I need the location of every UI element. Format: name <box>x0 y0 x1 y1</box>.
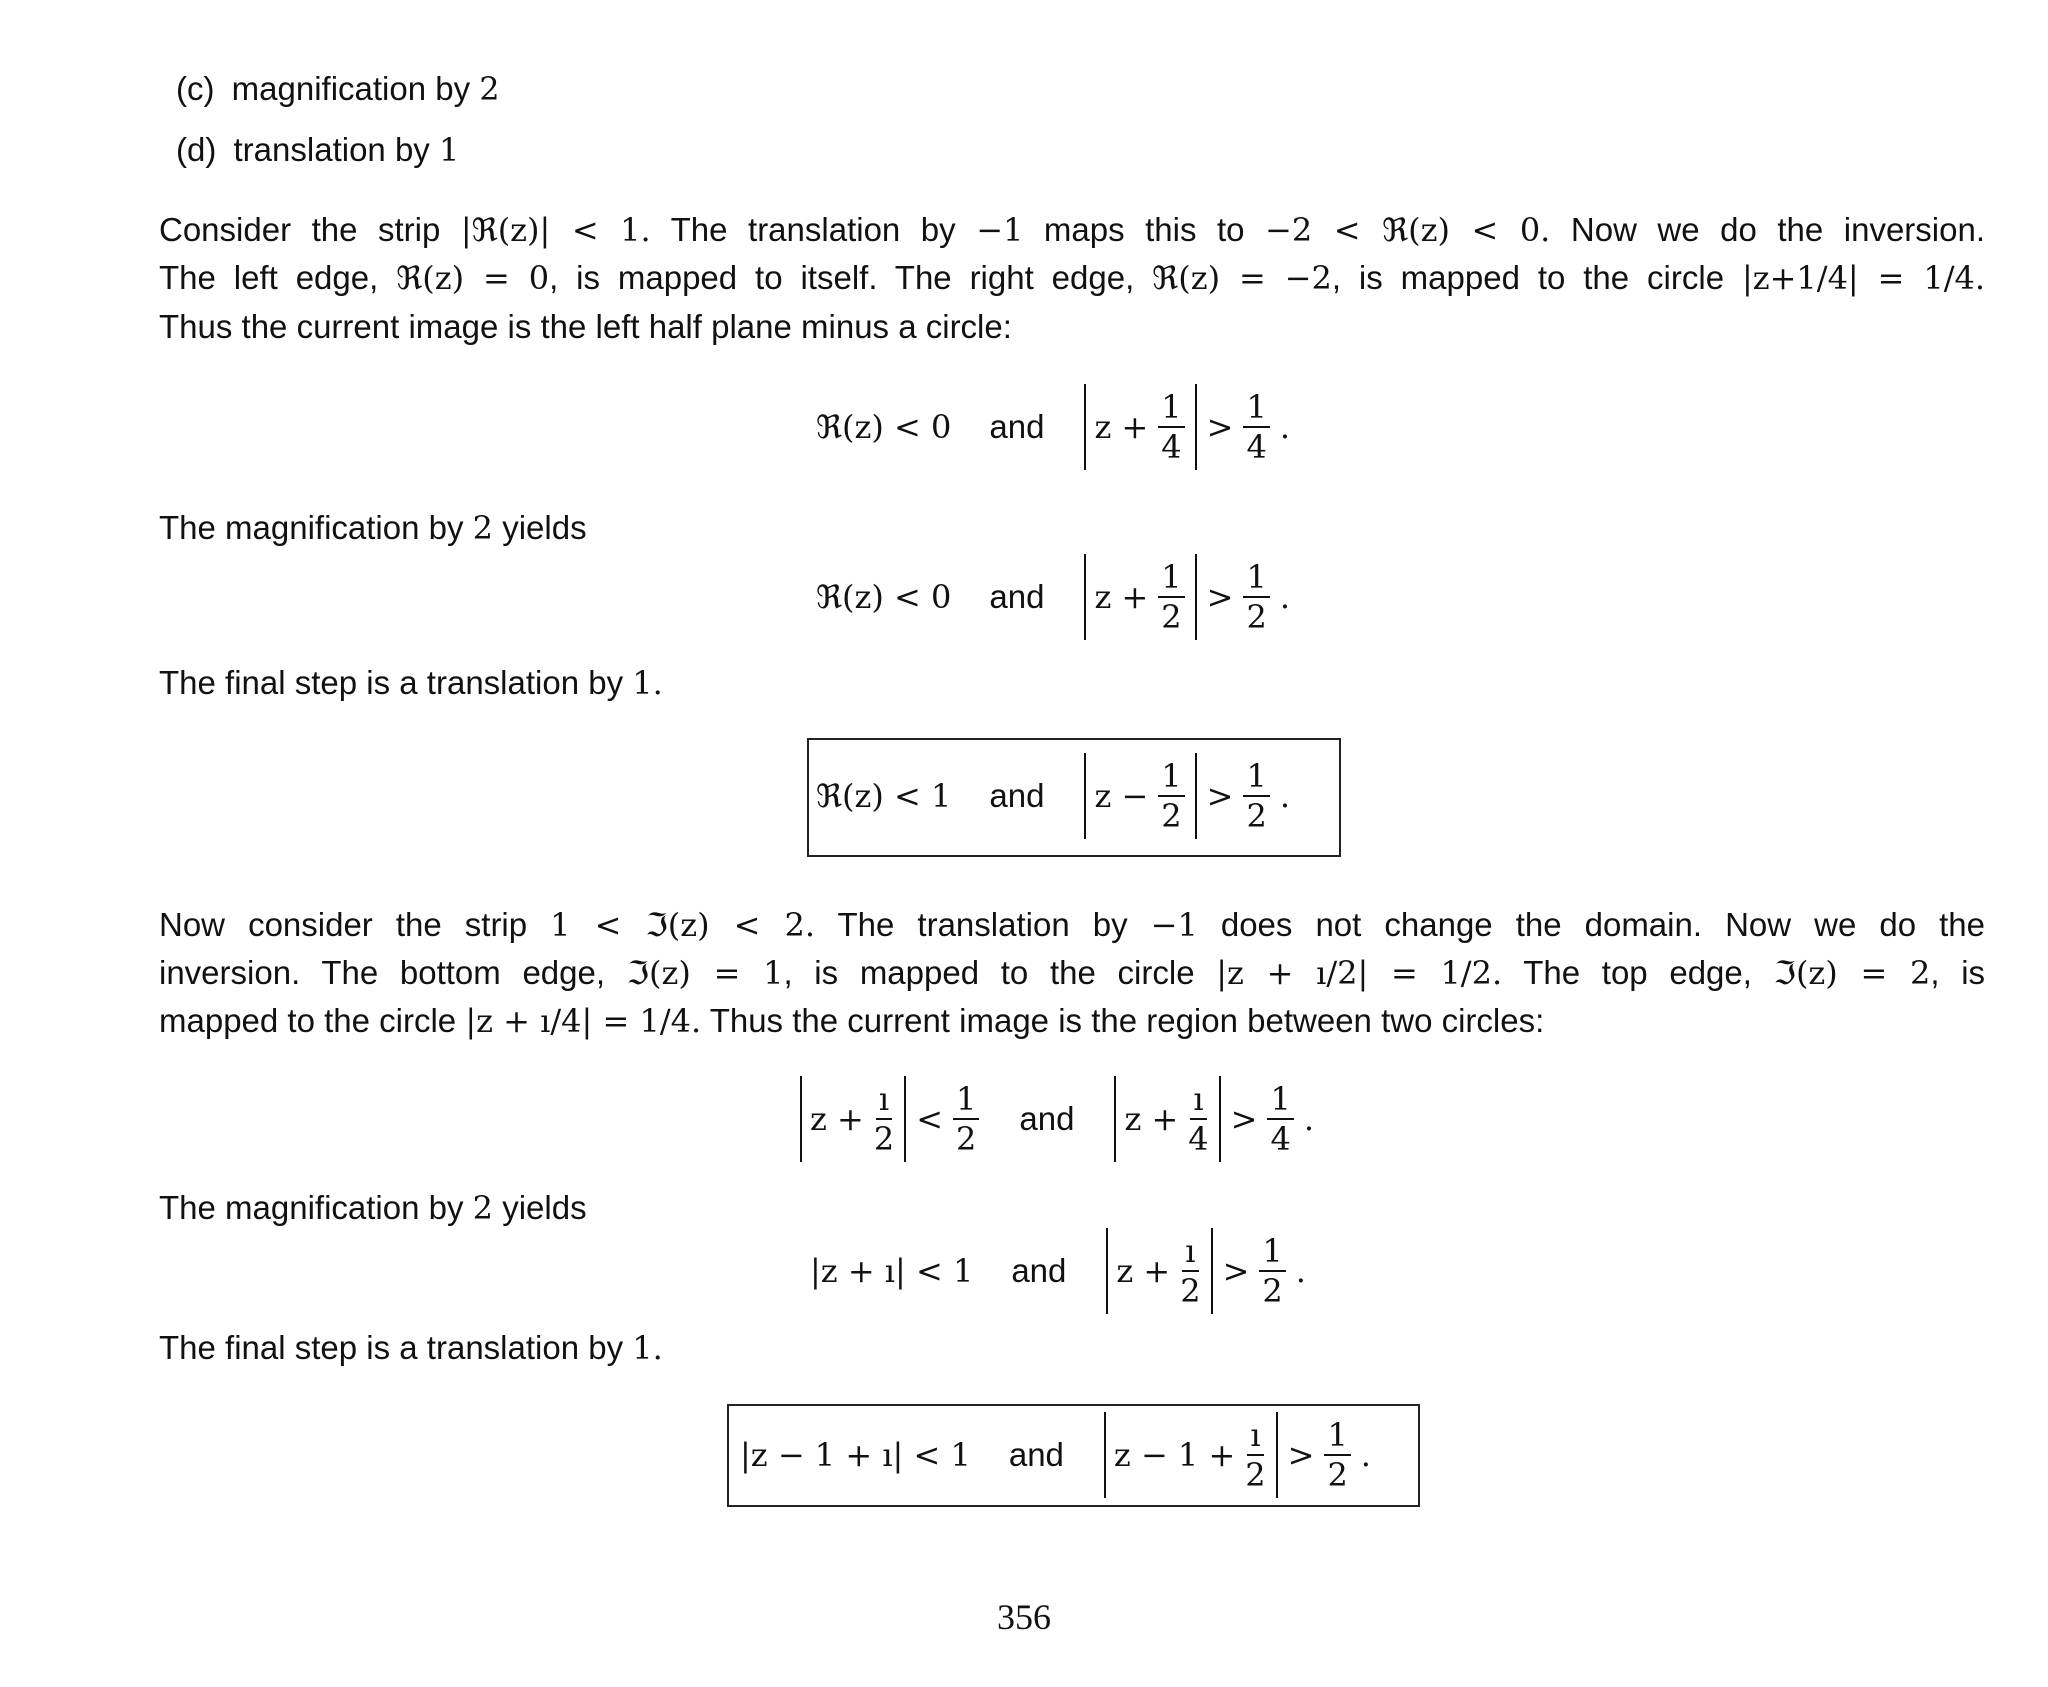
math: z + <box>1124 1100 1179 1138</box>
text: , is mapped to itself. The right edge, <box>549 259 1153 296</box>
absolute-value <box>1084 753 1196 839</box>
paragraph-line <box>159 663 1985 703</box>
fraction <box>1267 1080 1293 1158</box>
list-label: (c) <box>176 70 215 107</box>
math: ℜ(z) < 1 <box>816 777 952 815</box>
numerator: 1 <box>1267 1080 1293 1120</box>
absolute-value <box>800 1076 906 1162</box>
math: −1 <box>976 211 1024 249</box>
fraction <box>1180 1232 1200 1310</box>
list-item-d <box>176 130 2002 170</box>
text: does not change the domain. Now we do the <box>1197 906 1985 943</box>
numerator: 1 <box>1243 757 1269 797</box>
numerator: ı <box>1190 1080 1206 1120</box>
fraction <box>1158 757 1184 835</box>
numerator: 1 <box>1158 757 1184 797</box>
text: The left edge, <box>159 259 397 296</box>
text: Now consider the strip <box>159 906 551 943</box>
math: > <box>1206 408 1234 446</box>
text: Now we do the inversion. <box>1550 211 1985 248</box>
fraction <box>1158 388 1184 466</box>
math: ℑ(z) = 1 <box>626 954 784 992</box>
math: . <box>1279 408 1290 446</box>
math: −2 < ℜ(z) < 0. <box>1265 211 1551 249</box>
numerator: 1 <box>1243 558 1269 598</box>
math: 1. <box>632 1329 663 1367</box>
denominator: 2 <box>1246 598 1267 636</box>
text: The magnification by <box>159 1189 473 1226</box>
paragraph-line <box>159 1328 1985 1368</box>
equation <box>812 741 1294 851</box>
denominator: 2 <box>873 1120 895 1158</box>
paragraph-line <box>159 210 1985 250</box>
math: z + <box>1094 578 1149 616</box>
and-word: and <box>989 777 1045 814</box>
absolute-value <box>1106 1228 1212 1314</box>
fraction <box>1259 1232 1285 1310</box>
fraction <box>1188 1080 1208 1158</box>
paragraph-line <box>159 307 1985 347</box>
denominator: 2 <box>1327 1456 1348 1494</box>
fraction <box>953 1080 979 1158</box>
math: > <box>1222 1252 1250 1290</box>
paragraph-line <box>159 953 1985 993</box>
math: . <box>1279 578 1290 616</box>
equation <box>794 1064 1318 1174</box>
math: > <box>1230 1100 1258 1138</box>
and-word: and <box>1019 1100 1075 1137</box>
list-label: (d) <box>176 131 217 168</box>
paragraph-line <box>159 905 1985 945</box>
math: . <box>1360 1436 1371 1474</box>
text: , is mapped to the circle <box>783 954 1217 991</box>
denominator: 4 <box>1188 1120 1209 1158</box>
text: , is mapped to the circle <box>1331 259 1742 296</box>
text: The final step is a translation by <box>159 664 633 701</box>
fraction <box>874 1080 894 1158</box>
math: 2 <box>479 70 500 108</box>
math: . <box>1279 777 1290 815</box>
denominator: 2 <box>1161 797 1182 835</box>
numerator: 1 <box>1324 1416 1350 1456</box>
numerator: 1 <box>1259 1232 1285 1272</box>
denominator: 2 <box>1245 1456 1266 1494</box>
math: −1 <box>1150 906 1198 944</box>
equation <box>806 1216 1310 1326</box>
math: . <box>1295 1252 1306 1290</box>
equation <box>812 542 1294 652</box>
math: < <box>916 1100 944 1138</box>
math: 2 <box>472 509 494 547</box>
denominator: 4 <box>1270 1120 1291 1158</box>
text: The translation by <box>650 211 977 248</box>
math: ℜ(z) < 0 <box>816 408 952 446</box>
denominator: 2 <box>956 1120 977 1158</box>
numerator: 1 <box>953 1080 979 1120</box>
math: z + <box>1094 408 1149 446</box>
math: ℜ(z) < 0 <box>816 578 952 616</box>
text: Thus the current image is the left half plane minus a circle: <box>159 308 1012 345</box>
math: 2 <box>472 1189 494 1227</box>
list-text <box>232 70 500 107</box>
and-word: and <box>989 408 1045 445</box>
math: z − <box>1094 777 1149 815</box>
numerator: ı <box>1182 1232 1198 1272</box>
text: yields <box>493 1189 587 1226</box>
fraction <box>1243 558 1269 636</box>
equation <box>812 372 1294 482</box>
fraction <box>1324 1416 1350 1494</box>
text: Thus the current image is the region between two circles: <box>701 1002 1545 1039</box>
page-number: 356 <box>997 1597 1051 1637</box>
math: |z − 1 + ı| < 1 <box>740 1436 971 1474</box>
math: ℜ(z) = −2 <box>1152 259 1332 297</box>
math: > <box>1206 578 1234 616</box>
numerator: 1 <box>1243 388 1269 428</box>
text: Consider the strip <box>159 211 461 248</box>
text: translation by <box>233 131 439 168</box>
text: magnification by <box>231 70 480 107</box>
text: The final step is a translation by <box>159 1329 633 1366</box>
math: |z + ı| < 1 <box>810 1252 974 1290</box>
text: The translation by <box>815 906 1151 943</box>
math: > <box>1206 777 1234 815</box>
and-word: and <box>989 578 1045 615</box>
denominator: 2 <box>1161 598 1182 636</box>
math: |z+1/4| = 1/4. <box>1741 259 1986 297</box>
equation <box>736 1400 1375 1510</box>
numerator: ı <box>1247 1416 1263 1456</box>
math: ℑ(z) = 2 <box>1773 954 1931 992</box>
and-word: and <box>1011 1252 1067 1289</box>
math: z − 1 + <box>1113 1436 1236 1474</box>
math: 1 <box>438 131 460 169</box>
absolute-value <box>1084 384 1196 470</box>
fraction <box>1158 558 1184 636</box>
absolute-value <box>1104 1412 1278 1498</box>
fraction <box>1243 757 1269 835</box>
denominator: 2 <box>1246 797 1267 835</box>
text: maps this to <box>1023 211 1266 248</box>
math: z + <box>1116 1252 1171 1290</box>
math: |ℜ(z)| < 1. <box>460 211 651 249</box>
absolute-value <box>1114 1076 1220 1162</box>
numerator: 1 <box>1158 388 1184 428</box>
text: inversion. The bottom edge, <box>159 954 627 991</box>
denominator: 2 <box>1262 1272 1283 1310</box>
text: , is <box>1930 954 1986 991</box>
denominator: 4 <box>1246 428 1267 466</box>
list-text <box>234 131 460 168</box>
fraction <box>1245 1416 1265 1494</box>
paragraph-line <box>159 1001 1985 1041</box>
paragraph-line <box>159 258 1985 298</box>
math: . <box>1303 1100 1314 1138</box>
numerator: ı <box>876 1080 892 1120</box>
absolute-value <box>1084 554 1196 640</box>
text: The magnification by <box>159 509 473 546</box>
fraction <box>1243 388 1269 466</box>
math: |z + ı/4| = 1/4. <box>465 1002 702 1040</box>
denominator: 2 <box>1180 1272 1201 1310</box>
text: The top edge, <box>1502 954 1774 991</box>
math: 1. <box>632 664 663 702</box>
math: 1 < ℑ(z) < 2. <box>550 906 816 944</box>
numerator: 1 <box>1158 558 1184 598</box>
math: > <box>1287 1436 1315 1474</box>
math: z + <box>810 1100 864 1138</box>
math: |z + ı/2| = 1/2. <box>1216 954 1503 992</box>
text: mapped to the circle <box>159 1002 466 1039</box>
list-item-c <box>176 69 2002 109</box>
text: yields <box>493 509 587 546</box>
math: ℜ(z) = 0 <box>396 259 550 297</box>
denominator: 4 <box>1161 428 1182 466</box>
and-word: and <box>1008 1436 1064 1473</box>
